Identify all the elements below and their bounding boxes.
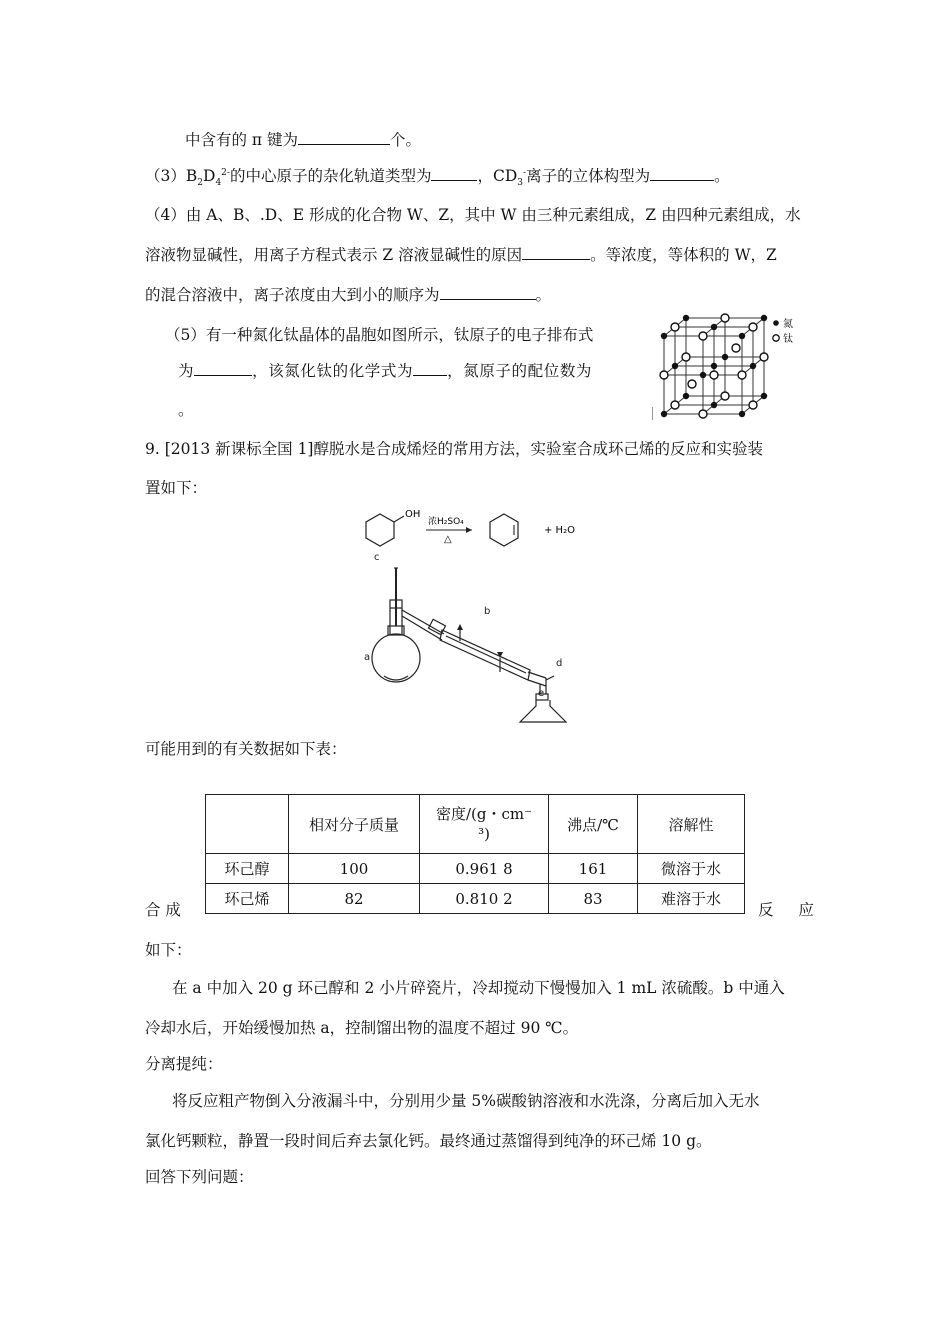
reason-blank[interactable] [522,245,590,260]
q5-line-3: 。 [178,401,194,419]
cd3-formula: $CD_3^-$ [492,167,527,189]
label-c: c [374,552,380,563]
table-row: 环己醇 100 0.961 8 161 微溶于水 [206,854,745,884]
ion-order-blank[interactable] [440,285,536,300]
b2d4-formula: $B_2D_4^{2-}$ [185,167,230,189]
q9-line-2: 置如下： [145,479,208,497]
synthesis-paragraph-1: 在 a 中加入 20 g 环己醇和 2 小片碎瓷片，冷却搅动下慢慢加入 1 mL 浓硫酸。b 中通入 [172,979,785,997]
heat-label: △ [444,534,452,545]
q9-line-1: 9. [2013 新课标全国 1]醇脱水是合成烯烃的常用方法，实验室合成环己烯的反应和实验装 [145,440,763,458]
separation-title: 分离提纯： [145,1055,223,1073]
pi-bond-line [185,128,421,150]
synthesis-label-right: 反 应 [758,901,824,919]
synthesis-label-left: 合 成 [145,901,181,919]
q4-line-3 [145,283,551,305]
table-header-solubility: 溶解性 [638,795,745,854]
table-header-blank [206,795,289,854]
reaction-scheme [360,506,590,554]
formula-blank[interactable] [413,361,447,376]
q3-end: 。 [714,167,730,185]
synthesis-label-line2: 如下： [145,941,192,959]
separation-paragraph-1: 将反应粗产物倒入分液漏斗中，分别用少量 5%碳酸钠溶液和水洗涤，分离后加入无水 [172,1092,760,1110]
product-label: + H₂O [544,525,575,536]
table-row: 环己烯 82 0.810 2 83 难溶于水 [206,884,745,914]
q5-text-a: 为 [178,362,195,380]
q4-text-2b: 。等浓度，等体积的 W，Z [590,246,777,264]
q5-line-2 [178,359,592,381]
table-header-boiling: 沸点/℃ [549,795,638,854]
legend-nitrogen: 氮 [783,319,793,330]
q4-line-1: （4）由 A、B、.D、E 形成的化合物 W、Z，其中 W 由三种元素组成，Z 由四种元素组成，水 [145,206,801,224]
pi-bond-blank[interactable] [298,130,390,145]
label-b: b [484,606,491,617]
q3-text-2: 离子的立体构型为 [526,167,651,185]
table-header-density: 密度/(g・cm⁻ ³) [420,795,549,854]
q3-line: $(3)B_2D_4^{2-}$的中心原子的杂化轨道类型为 ，$CD_3^-$离子的立体构型为 。 [145,167,730,189]
hydroxyl-label: OH [405,509,421,520]
q3-number: （3） [145,167,186,185]
config-blank[interactable] [194,361,252,376]
reagent-label: 浓H₂SO₄ [428,517,464,527]
crystal-cell-figure [652,312,802,420]
legend-titanium: 钛 [783,334,793,345]
cyclohexanol-ring [366,514,394,546]
round-bottom-flask [372,634,420,682]
q4-text-2a: 溶液物显碱性，用离子方程式表示 Z 溶液显碱性的原因 [145,246,523,264]
hybridization-blank[interactable] [431,166,477,181]
label-e: e [538,688,545,699]
geometry-blank[interactable] [650,166,714,181]
distillation-apparatus [360,548,590,724]
pi-bond-end: 个。 [390,131,422,149]
answer-prompt: 回答下列问题： [145,1168,254,1186]
table-intro: 可能用到的有关数据如下表： [145,740,347,758]
q4-text-3b: 。 [535,286,552,304]
q5-text-b: ，该氮化钛的化学式为 [252,362,414,380]
q4-line-2 [145,243,777,265]
titanium-legend-icon [773,335,779,341]
synthesis-paragraph-2: 冷却水后，开始缓慢加热 a，控制馏出物的温度不超过 90 ℃。 [145,1019,579,1037]
q5-text-c: ，氮原子的配位数为 [447,362,593,380]
properties-table [205,794,745,914]
nitrogen-legend-icon [773,320,779,326]
q4-text-3a: 的混合溶液中，离子浓度由大到小的顺序为 [145,286,440,304]
pi-bond-text: 中含有的 π 键为 [185,131,299,149]
q5-line-1: （5）有一种氮化钛晶体的晶胞如图所示，钛原子的电子排布式 [165,326,594,344]
separation-paragraph-2: 氯化钙颗粒，静置一段时间后弃去氯化钙。最终通过蒸馏得到纯净的环己烯 10 g。 [145,1132,712,1150]
label-d: d [556,658,563,669]
label-a: a [364,652,371,663]
q3-text-1: 的中心原子的杂化轨道类型为 [229,167,432,185]
table-header-row [206,795,745,854]
table-header-mass: 相对分子质量 [289,795,420,854]
